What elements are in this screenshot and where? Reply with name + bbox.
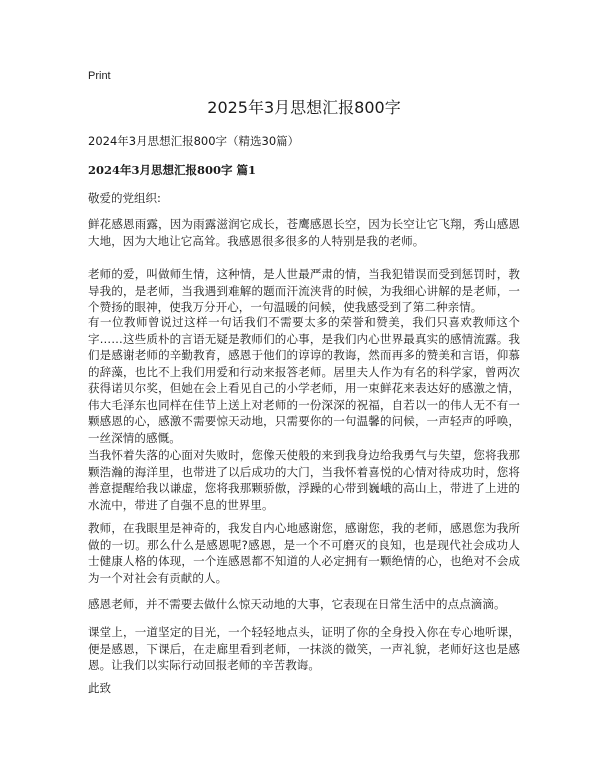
greeting: 敬爱的党组织: <box>88 191 161 205</box>
paragraph-7: 课堂上，一道坚定的目光，一个轻轻地点头，证明了你的全身投入你在专心地听课，便是感恩，下课后，在走廊里看到老师，一抹淡的微笑，一声礼貌，老师好这也是感恩。让我们以实际行动回报老师的辛苦教诲。 <box>88 625 520 672</box>
paragraph-2: 老师的爱，叫做师生情，这种情，是人世最严肃的情，当我犯错误而受到惩罚时，教导我的，是老师，当我遇到难解的题而汗流浃背的时候，为我细心讲解的是老师，一个赞扬的眼神，使我万分开心，一句温暖的问候，使我感受到了第二种亲情。 <box>88 267 520 314</box>
page-title: 2025年3月思想汇报800字 <box>207 98 401 117</box>
paragraph-4: 当我怀着失落的心面对失败时，您像天使般的来到我身边给我勇气与失望，您将我那颗浩瀚的海洋里，也带进了以后成功的大门，当我怀着喜悦的心情对待成功时，您将善意提醒给我以谦虚，您将我那颗骄傲，浮躁的心带到巍峨的高山上，带进了上进的水流中，带进了自强不息的世界里。 <box>88 448 520 512</box>
paragraph-5: 教师，在我眼里是神奇的，我发自内心地感谢您，感谢您，我的老师，感恩您为我所做的一切。那么什么是感恩呢?感恩，是一个不可磨灭的良知，也是现代社会成功人士健康人格的体现，一个连感恩都不知道的人必定拥有一颗绝情的心，也绝对不会成为一个对社会有贡献的人。 <box>88 521 520 585</box>
print-link[interactable]: Print <box>88 70 111 82</box>
paragraph-3: 有一位教师曾说过这样一句话我们不需要太多的荣誉和赞美，我们只喜欢教师这个字……这些质朴的言语无疑是教师们的心事，是我们内心世界最真实的感情流露。我们是感谢老师的辛勤教育，感恩于他们的谆谆的教诲，然而再多的赞美和言语，仰慕的辞藻，也比不上我们用爱和行动来报答老师。居里夫人作为有名的科学家，曾两次获得诺贝尔奖，但她在会上看见自己的小学老师，用一束鲜花来表达好的感激之情，伟大毛泽东也同样在佳节上送上对老师的一份深深的祝福，自若以一的伟人无不有一颗感恩的心，感激不需要惊天动地，只需要你的一句温馨的问候，一声轻声的呼唤，一丝深情的感慨。 <box>88 315 520 445</box>
closing-salutation: 此致 <box>88 681 111 695</box>
paragraph-1: 鲜花感恩雨露，因为雨露滋润它成长，苍鹰感恩长空，因为长空让它飞翔，秀山感恩大地，因为大地让它高耸。我感恩很多很多的人特别是我的老师。 <box>88 217 520 248</box>
section-title: 2024年3月思想汇报800字 篇1 <box>88 163 257 177</box>
paragraph-6: 感恩老师，并不需要去做什么惊天动地的大事，它表现在日常生活中的点点滴滴。 <box>88 597 506 611</box>
document-subtitle: 2024年3月思想汇报800字（精选30篇） <box>88 134 300 148</box>
